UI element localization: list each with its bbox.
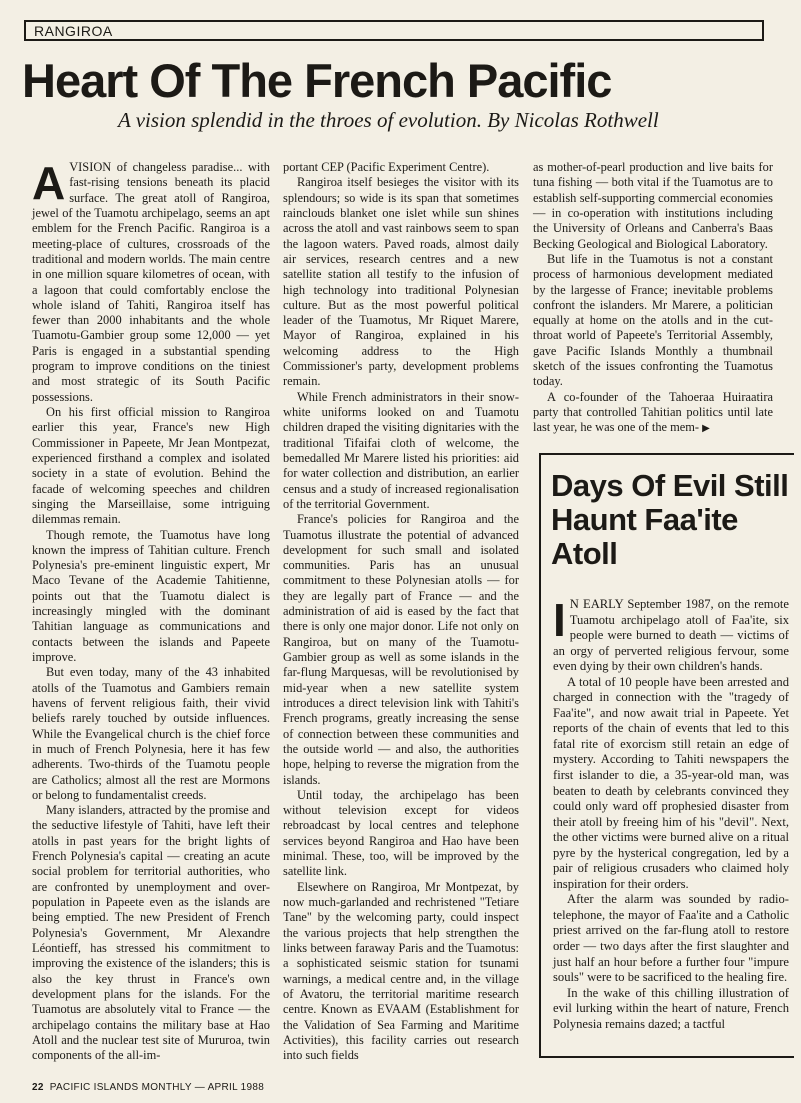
article-paragraph: AVISION of changeless paradise... with fast-rising tensions beneath its placid surface. The great atoll of Rangiroa, jewel of the Tuamotu archipelago, seems an apt emblem for the French Pacific. Rangiroa is a meeting-place of cultures, crossroads of the traditional and modern worlds. The main centre in one million square kilometres of ocean, with a lagoon that could comfortably enclose the whole island of Tahiti, Rangiroa itself has fewer than 2000 inhabitants and the whole Tuamotu-Gambier group some 12,000 — yet Paris is engaged in a substantial spending program to improve conditions on the tiniest and most strategic of its South Pacific possessions. (32, 157, 270, 404)
article-paragraph: France's policies for Rangiroa and the Tuamotus illustrate the potential of advanced development for such small and isolated communities. Paris has an unusual commitment to these Polynesian atolls — for they are legally part of France — and the administration of aid is eased by the fact that there is only one major donor. Life not only on Rangiroa, but on many of the Tuamotu-Gambier group as well as some islands in the far-flung Marquesas, will be revolutionised by mid-year when a new satellite system introduces a direct television link with Tahiti's French programs, greatly increasing the sense of connection between these communities and the outside world — and also, the authorities hope, helping to reverse the migration from the islands. (283, 512, 519, 787)
continue-arrow-icon: ▶ (702, 423, 710, 435)
article-paragraph: But life in the Tuamotus is not a constant process of harmonious development mediated by the largesse of France; inevitable problems confront the islanders. Mr Marere, a politician equally at home on the atolls and in the cut-throat world of Papeete's Territorial Assembly, gave Pacific Islands Monthly a thumbnail sketch of the issues confronting the Tuamotus today. (533, 251, 773, 389)
article-paragraph: While French administrators in their snow-white uniforms looked on and Tuamotu children draped the visiting dignitaries with the traditional Tifaifai cloth of welcome, the bemedalled Mr Marere listed his priorities: aid for water collection and distribution, an earlier census and a study of increased regionalisation of the territorial Government. (283, 389, 519, 511)
article-column-2 (283, 160, 519, 1063)
article-column-3 (533, 160, 773, 437)
article-paragraph: Many islanders, attracted by the promise and the seductive lifestyle of Tahiti, have left their atolls in past years for the bright lights of French Polynesia's capital — creating an acute social problem for territorial authorities, who are confronted by unemployment and over-population in Papeete even as the islands are being emptied. The new President of French Polynesia's Government, Mr Alexandre Léontieff, has stressed his commitment to improving the existence of the islanders; this is also the key thrust in France's own development plans for the islands. For the Tuamotus are absolutely vital to France — the archipelago contains the military base at Hao Atoll and the nuclear test site of Mururoa, twin components of the all-im- (32, 803, 270, 1063)
standfirst: A vision splendid in the throes of evolution. By Nicolas Rothwell (118, 108, 659, 132)
article-paragraph: Rangiroa itself besieges the visitor with its splendours; so wide is its span that sometimes rainclouds blanket one islet while sun shines across the atoll and vast rainbows seem to span the lagoon waters. Paved roads, almost daily air services, research centres and a new satellite station all testify to the infusion of high technology into traditional Polynesian culture. But as the most powerful political leader of the Tuamotus, Mr Riquet Marere, Mayor of Rangiroa, explained in his welcoming address to the High Commissioner's party, development problems remain. (283, 175, 519, 389)
publication-line: PACIFIC ISLANDS MONTHLY — APRIL 1988 (49, 1082, 265, 1093)
sidebar-paragraph: I N EARLY September 1987, on the remote Tuamotu archipelago atoll of Faa'ite, six people were burned to death — victims of an orgy of perverted religious fervour, some even dying by their own children's hands. (553, 594, 789, 674)
headline: Heart Of The French Pacific (22, 54, 612, 107)
article-paragraph: Until today, the archipelago has been without television except for videos rebroadcast by local centres and telephone services beyond Rangiroa and Hao have been minimal. These, too, will be improved by the satellite link. (283, 787, 519, 879)
sidebar-paragraph: After the alarm was sounded by radio-telephone, the mayor of Faa'ite and a Catholic priest arrived on the far-flung atoll to restore order — two days after the first slaughter and just half an hour before a further four "impure souls" were to be sacrificed to the healing fire. (553, 892, 789, 985)
section-header (24, 20, 764, 41)
drop-cap: A (32, 157, 66, 209)
sidebar-paragraph: A total of 10 people have been arrested and charged in connection with the "tragedy of Faa'ite", and now await trial in Papeete. Yet reports of the chain of events that led to this fatal rite of exorcism still retain an edge of mystery. According to Tahiti newspapers the first islander to die, a 35-year-old man, was beaten to death by celebrants convinced they could only ward off prophesied disaster from their atoll by freeing him of his "devil". Next, the other victims were burned alive on a ritual pyre by the hysterical congregation, led by a pair of religious crusaders who claimed holy inspiration for their orders. (553, 674, 789, 891)
sidebar-title: Days Of Evil Still Haunt Faa'ite Atoll (551, 468, 789, 571)
sidebar-body (553, 594, 789, 1032)
article-paragraph: portant CEP (Pacific Experiment Centre). (283, 160, 490, 174)
section-label: RANGIROA (34, 23, 113, 39)
article-paragraph: Though remote, the Tuamotus have long known the impress of Tahitian culture. French Polynesia's pre-eminent linguistic expert, Mr Maco Tevane of the Academie Tahitienne, points out that the Tuamotu dialect is increasingly mingled with the dominant Tahitian language as communications and contacts between the islands and Papeete improve. (32, 527, 270, 664)
sidebar-paragraph: In the wake of this chilling illustration of evil lurking within the heart of nature, French Polynesia remains dazed; a tactful (553, 985, 789, 1031)
drop-cap: I (553, 594, 566, 646)
sidebar-box (539, 453, 794, 1058)
article-paragraph: Elsewhere on Rangiroa, Mr Montpezat, by now much-garlanded and rechristened "Tetiare Tane" by the welcoming party, could inspect the various projects that help strengthen the links between faraway Paris and the Tuamotus: a sophisticated seismic station for tsunami warnings, a medical centre and, in the village of Avatoru, the territorial maritime research centre. Known as EVAAM (Establishment for the Validation of Sea Farming and Maritime Activities), this facility carries out research into such fields (283, 879, 519, 1063)
article-paragraph: A co-founder of the Tahoeraa Huiraatira party that controlled Tahitian politics until late last year, he was one of the mem- ▶ (533, 389, 773, 435)
page-footer (32, 1082, 264, 1093)
page-number: 22 (32, 1082, 44, 1093)
article-paragraph: as mother-of-pearl production and live baits for tuna fishing — both vital if the Tuamotus are to establish self-supporting commercial economies — in co-operation with institutions including the University of Orleans and Canberra's Baas Becking Geological and Biological Laboratory. (533, 160, 773, 251)
article-paragraph: On his first official mission to Rangiroa earlier this year, France's new High Commissioner in Papeete, Mr Jean Montpezat, experienced firsthand a complex and isolated society in a state of evolution. Behind the facade of welcoming speeches and children singing the Marseillaise, some intriguing dilemmas remain. (32, 405, 270, 527)
article-column-1 (32, 157, 270, 1063)
article-paragraph: But even today, many of the 43 inhabited atolls of the Tuamotus and Gambiers remain havens of fervent religious faith, their vivid beliefs rarely touched by outside influences. While the Evangelical church is the chief force in much of French Polynesia, here it has few adherents. Two-thirds of the Tuamotu people are Catholics; almost all the rest are Mormons or belong to fundamentalist creeds. (32, 665, 270, 802)
